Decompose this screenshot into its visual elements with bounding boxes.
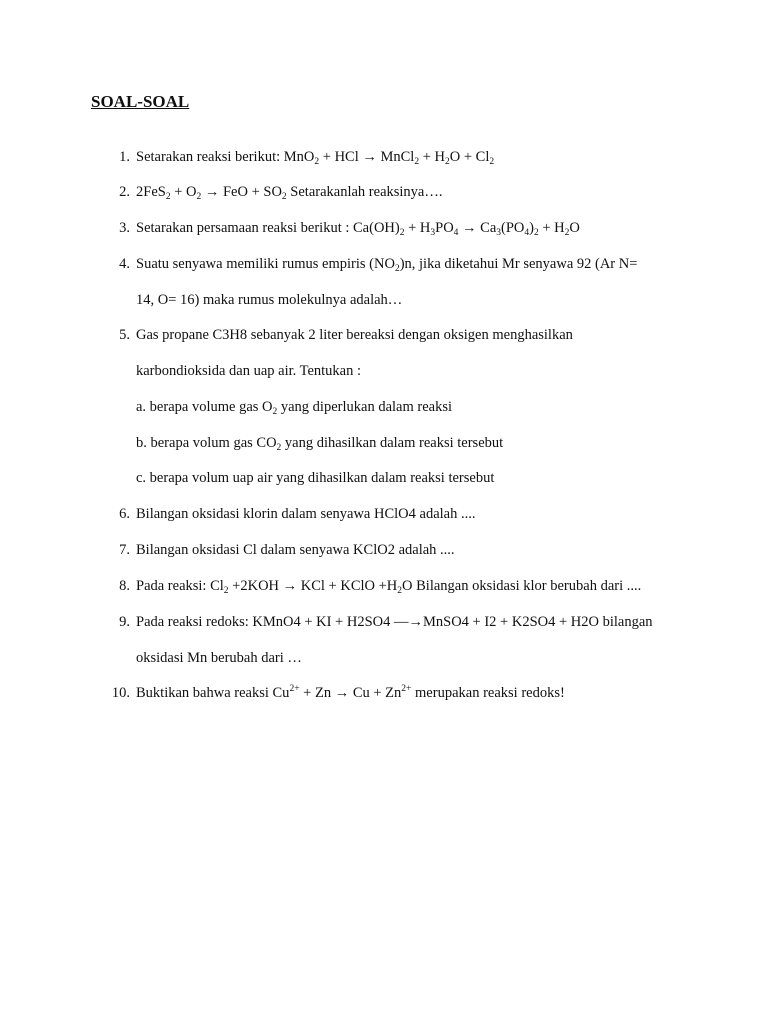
question-text: a. berapa volume gas O: [136, 399, 273, 415]
question-continuation-line: [136, 398, 708, 416]
subscript: 2: [397, 586, 403, 596]
question-text: b. berapa volum gas CO: [136, 435, 277, 451]
question-text: ): [529, 220, 534, 236]
question-continuation-line: [136, 362, 708, 380]
question-text: +2KOH: [228, 578, 283, 594]
question-text: Bilangan oksidasi klorin dalam senyawa HClO4 adalah ....: [136, 506, 476, 522]
question-text: PO: [435, 220, 454, 236]
question-item: [119, 326, 708, 344]
question-text: Ca: [480, 220, 497, 236]
question-item: [119, 255, 708, 274]
question-text: 2FeS: [136, 184, 166, 200]
question-continuation-line: [136, 469, 708, 487]
subscript: 4: [453, 228, 459, 238]
subscript: 2: [414, 157, 420, 167]
question-text: Setarakan persamaan reaksi berikut : Ca(OH): [136, 220, 400, 236]
subscript: 2: [534, 228, 539, 238]
question-number: 6.: [119, 506, 130, 522]
question-text: merupakan reaksi redoks!: [411, 685, 565, 701]
subscript: 2: [165, 192, 171, 202]
question-number: 2.: [119, 184, 130, 200]
superscript: 2+: [401, 684, 412, 694]
reaction-arrow: →: [458, 220, 481, 236]
question-item: [119, 148, 708, 167]
question-text: karbondioksida dan uap air. Tentukan :: [136, 363, 362, 379]
question-continuation-line: [136, 434, 708, 452]
question-item: [119, 541, 708, 559]
question-continuation-line: [136, 649, 708, 667]
question-item: [119, 505, 708, 523]
question-number: 3.: [119, 220, 130, 236]
subscript: 3: [496, 228, 502, 238]
question-text: O + Cl: [449, 149, 490, 165]
question-text: yang dihasilkan dalam reaksi tersebut: [281, 435, 504, 451]
question-text: yang diperlukan dalam reaksi: [277, 399, 452, 415]
question-text: O: [569, 220, 580, 236]
subscript: 3: [430, 228, 436, 238]
question-text: Pada reaksi: Cl: [136, 578, 224, 594]
question-text: (PO: [501, 220, 525, 236]
question-number: 4.: [119, 256, 130, 272]
question-text: Setarakan reaksi berikut: MnO: [136, 149, 315, 165]
subscript: 2: [276, 443, 282, 453]
question-text: c. berapa volum uap air yang dihasilkan dalam reaksi tersebut: [136, 470, 495, 486]
question-text: 14, O= 16) maka rumus molekulnya adalah…: [136, 292, 403, 308]
question-number: 1.: [119, 149, 130, 165]
question-number: 10.: [111, 685, 130, 701]
question-text: + H: [404, 220, 431, 236]
subscript: 2: [196, 192, 202, 202]
question-text: Pada reaksi redoks: KMnO4 + KI + H2SO4 —→MnSO4 + I2 + K2SO4 + H2O bilangan: [136, 614, 653, 630]
subscript: 4: [524, 228, 530, 238]
question-item: [119, 577, 708, 596]
question-item: [119, 219, 708, 238]
question-item: [111, 684, 708, 702]
question-text: Gas propane C3H8 sebanyak 2 liter bereaksi dengan oksigen menghasilkan: [136, 327, 573, 343]
question-text: )n, jika diketahui Mr senyawa 92 (Ar N=: [399, 256, 638, 272]
subscript: 2: [489, 157, 495, 167]
question-text: O Bilangan oksidasi klor berubah dari ....: [402, 578, 642, 594]
question-text: + O: [170, 184, 197, 200]
question-text: Bilangan oksidasi Cl dalam senyawa KClO2 adalah ....: [136, 542, 455, 558]
question-text: → FeO + SO: [201, 184, 282, 200]
question-text: + HCl → MnCl: [319, 149, 415, 165]
question-text: + Zn → Cu + Zn: [299, 685, 402, 701]
question-number: 8.: [119, 578, 130, 594]
superscript: 2+: [289, 684, 300, 694]
subscript: 2: [445, 157, 450, 167]
reaction-arrow: →: [282, 578, 298, 594]
subscript: 2: [314, 157, 320, 167]
page-title: SOAL-SOAL: [91, 92, 190, 111]
question-text: Suatu senyawa memiliki rumus empiris (NO: [136, 256, 395, 272]
question-text: Buktikan bahwa reaksi Cu: [136, 685, 290, 701]
subscript: 2: [564, 228, 570, 238]
question-number: 7.: [119, 542, 130, 558]
question-text: + H: [538, 220, 565, 236]
question-continuation-line: [136, 291, 708, 309]
question-number: 9.: [119, 614, 130, 630]
question-text: oksidasi Mn berubah dari …: [136, 650, 302, 666]
subscript: 2: [394, 264, 400, 274]
subscript: 2: [399, 228, 405, 238]
question-number: 5.: [119, 327, 130, 343]
question-item: [119, 613, 708, 631]
question-item: [119, 183, 708, 202]
subscript: 2: [223, 586, 229, 596]
question-text: + H: [419, 149, 445, 165]
subscript: 2: [281, 192, 287, 202]
question-text: KCl + KClO +H: [297, 578, 398, 594]
question-text: Setarakanlah reaksinya….: [286, 184, 443, 200]
subscript: 2: [272, 407, 278, 417]
